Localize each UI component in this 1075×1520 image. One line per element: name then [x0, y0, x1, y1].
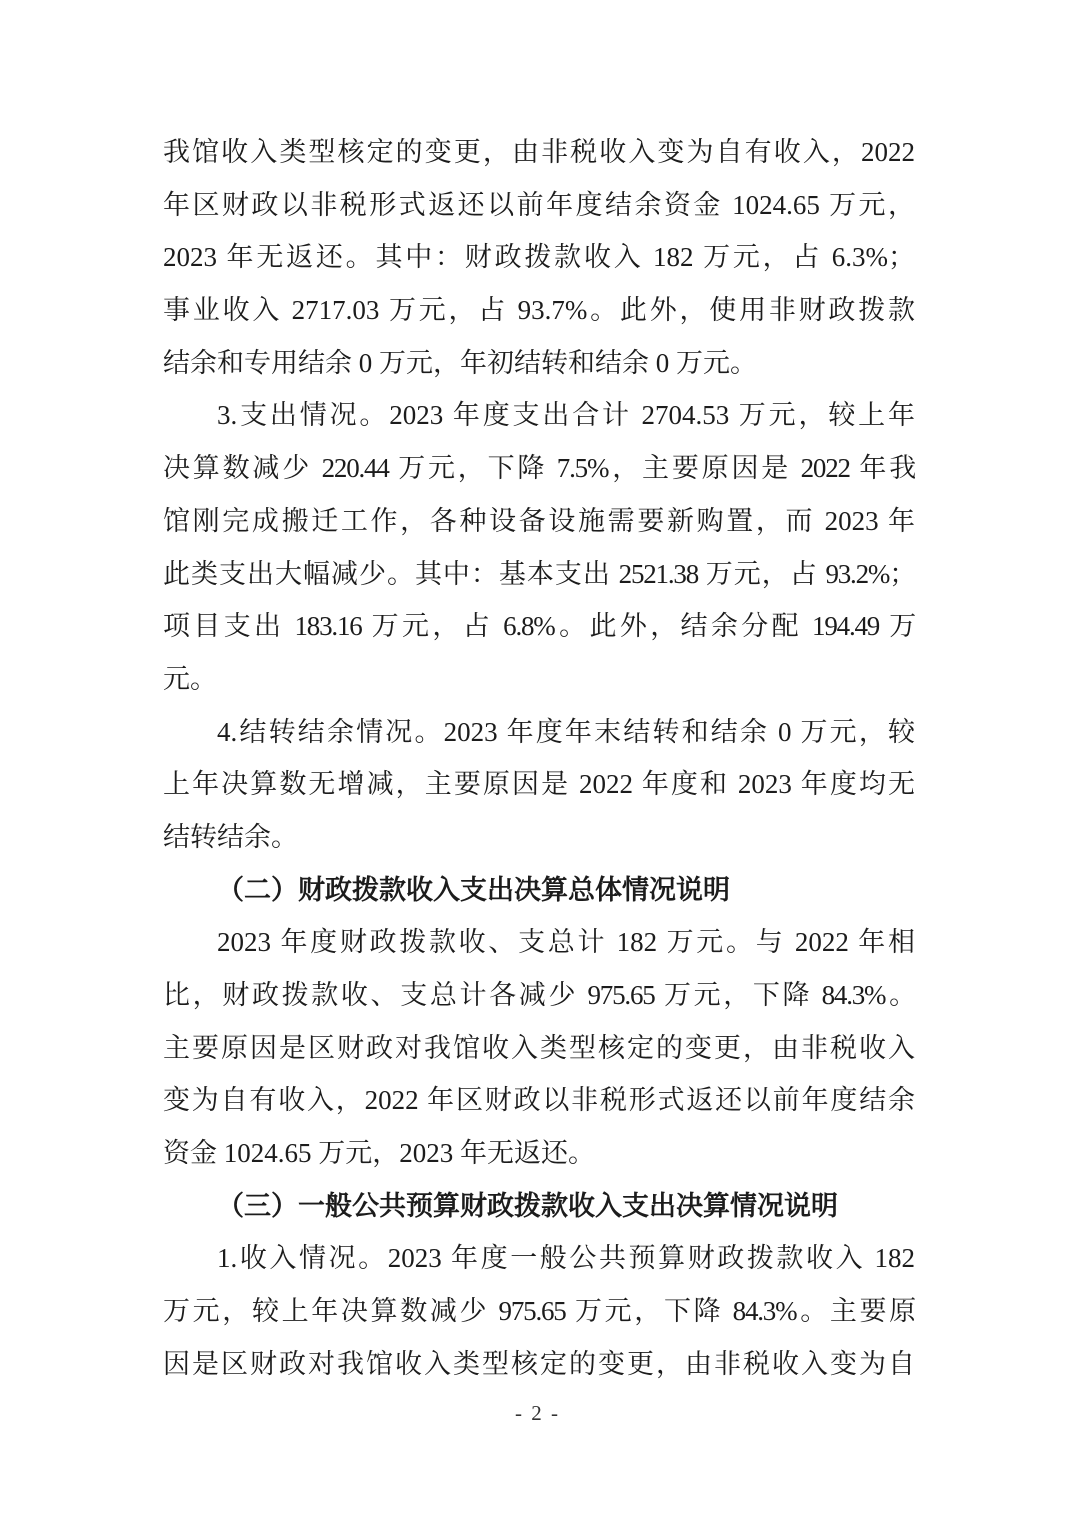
text-line: 上年决算数无增减，主要原因是 2022 年度和 2023 年度均无	[163, 769, 915, 800]
text-line: 因是区财政对我馆收入类型核定的变更，由非税收入变为自	[163, 1348, 915, 1379]
text-line: 主要原因是区财政对我馆收入类型核定的变更，由非税收入	[163, 1032, 915, 1063]
text-line: 馆刚完成搬迁工作，各种设备设施需要新购置，而 2023 年	[163, 505, 915, 536]
text-line: 项目支出 183.16 万元，占 6.8%。此外，结余分配 194.49 万	[163, 611, 915, 642]
document-body	[163, 126, 915, 1391]
text-line: 决算数减少 220.44 万元，下降 7.5%，主要原因是 2022 年我	[163, 453, 915, 484]
text-line: 元。	[163, 663, 217, 694]
section-heading: （二）财政拨款收入支出决算总体情况说明	[217, 874, 730, 905]
text-line: 此类支出大幅减少。其中：基本支出 2521.38 万元，占 93.2%；	[163, 558, 915, 589]
text-line: 变为自有收入，2022 年区财政以非税形式返还以前年度结余	[163, 1085, 915, 1116]
text-line: 资金 1024.65 万元，2023 年无返还。	[163, 1138, 595, 1169]
text-line: 结余和专用结余 0 万元，年初结转和结余 0 万元。	[163, 347, 757, 378]
text-line: 2023 年度财政拨款收、支总计 182 万元。与 2022 年相	[217, 927, 915, 958]
text-line: 结转结余。	[163, 821, 298, 852]
text-line: 比，财政拨款收、支总计各减少 975.65 万元，下降 84.3%。	[163, 980, 915, 1010]
page-number: - 2 -	[515, 1401, 560, 1425]
text-line: 我馆收入类型核定的变更，由非税收入变为自有收入，2022	[163, 137, 915, 167]
text-line: 万元，较上年决算数减少 975.65 万元，下降 84.3%。主要原	[163, 1296, 915, 1327]
text-line: 事业收入 2717.03 万元，占 93.7%。此外，使用非财政拨款	[163, 295, 915, 326]
text-line: 2023 年无返还。其中：财政拨款收入 182 万元，占 6.3%；	[163, 242, 915, 273]
text-line: 3.支出情况。2023 年度支出合计 2704.53 万元，较上年	[217, 400, 915, 431]
section-heading: （三）一般公共预算财政拨款收入支出决算情况说明	[217, 1190, 838, 1221]
text-line: 4.结转结余情况。2023 年度年末结转和结余 0 万元，较	[217, 716, 915, 747]
text-line: 年区财政以非税形式返还以前年度结余资金 1024.65 万元，	[163, 189, 915, 220]
text-line: 1.收入情况。2023 年度一般公共预算财政拨款收入 182	[217, 1243, 915, 1274]
